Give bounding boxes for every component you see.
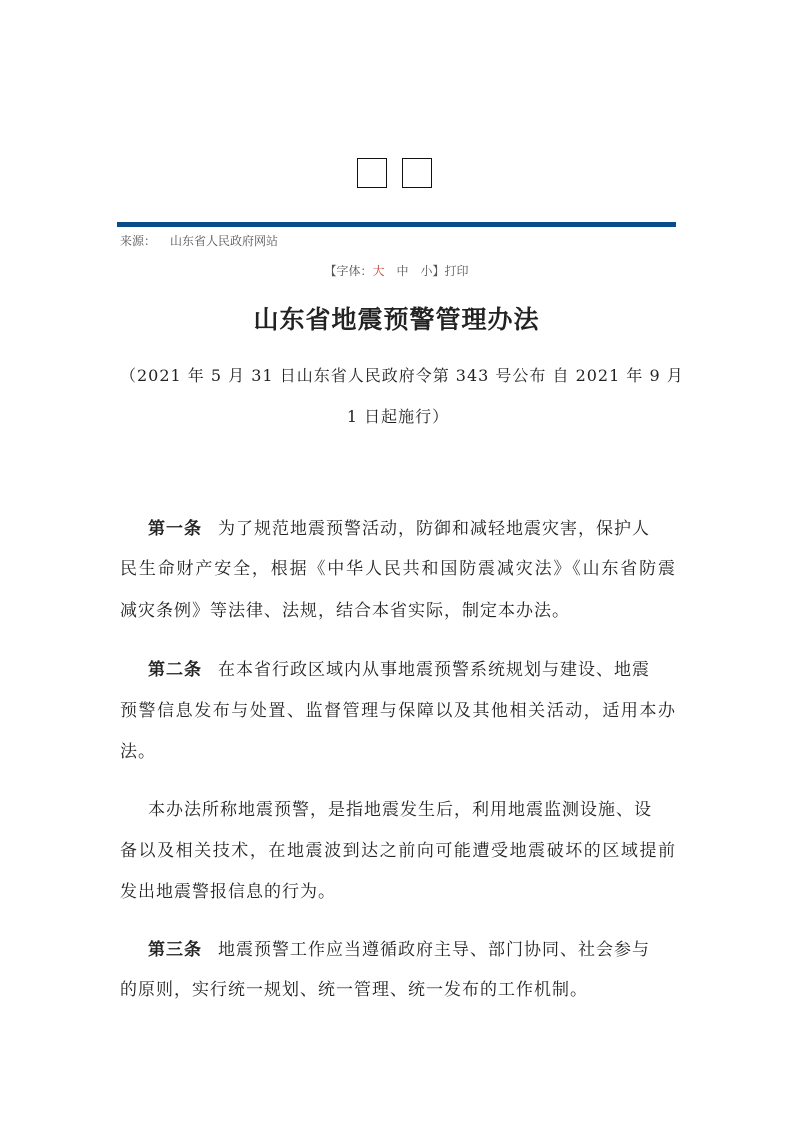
article-2-number: 第二条 bbox=[148, 660, 202, 680]
print-link[interactable]: 打印 bbox=[444, 264, 469, 278]
source-value: 山东省人民政府网站 bbox=[170, 234, 279, 248]
article-3-number: 第三条 bbox=[148, 940, 202, 960]
paragraph-definition-line-2: 备以及相关技术，在地震波到达之前向可能遭受地震破坏的区域提前 bbox=[120, 841, 676, 861]
article-1-line-1 bbox=[148, 514, 676, 539]
logo-placeholder bbox=[357, 158, 432, 188]
font-size-controls bbox=[0, 262, 793, 279]
article-2-line-3: 法。 bbox=[120, 742, 156, 762]
source-line bbox=[120, 232, 278, 249]
document-title: 山东省地震预警管理办法 bbox=[253, 305, 540, 334]
font-label-open: 【字体： bbox=[324, 264, 373, 278]
logo-box-right bbox=[402, 158, 432, 188]
article-3-line-1 bbox=[148, 935, 676, 960]
article-1-line-3: 减灾条例》等法律、法规，结合本省实际，制定本办法。 bbox=[120, 601, 570, 621]
article-1-text-1: 为了规范地震预警活动，防御和减轻地震灾害，保护人 bbox=[218, 519, 650, 539]
subtitle-line-2: 1 日起施行） bbox=[346, 407, 450, 426]
paragraph-definition-line-1: 本办法所称地震预警，是指地震发生后，利用地震监测设施、设 bbox=[148, 800, 652, 820]
article-3-line-2: 的原则，实行统一规划、统一管理、统一发布的工作机制。 bbox=[120, 980, 588, 1000]
font-label-close: 】 bbox=[432, 264, 445, 278]
font-large-link[interactable]: 大 bbox=[372, 264, 385, 278]
subtitle-line-1: （2021 年 5 月 31 日山东省人民政府令第 343 号公布 自 2021 年 9 月 bbox=[120, 366, 684, 385]
header-divider-bar bbox=[117, 222, 676, 227]
article-2-text-1: 在本省行政区域内从事地震预警系统规划与建设、地震 bbox=[218, 660, 650, 680]
font-medium-link[interactable]: 中 bbox=[396, 264, 409, 278]
font-small-link[interactable]: 小 bbox=[420, 264, 433, 278]
source-label: 来源： bbox=[120, 234, 157, 248]
article-1-number: 第一条 bbox=[148, 519, 202, 539]
article-2-line-2: 预警信息发布与处置、监督管理与保障以及其他相关活动，适用本办 bbox=[120, 701, 676, 721]
article-3-text-1: 地震预警工作应当遵循政府主导、部门协同、社会参与 bbox=[218, 940, 650, 960]
article-2-line-1 bbox=[148, 655, 676, 680]
logo-box-left bbox=[357, 158, 387, 188]
article-1-line-2: 民生命财产安全，根据《中华人民共和国防震减灾法》《山东省防震 bbox=[120, 559, 676, 579]
paragraph-definition-line-3: 发出地震警报信息的行为。 bbox=[120, 882, 336, 902]
